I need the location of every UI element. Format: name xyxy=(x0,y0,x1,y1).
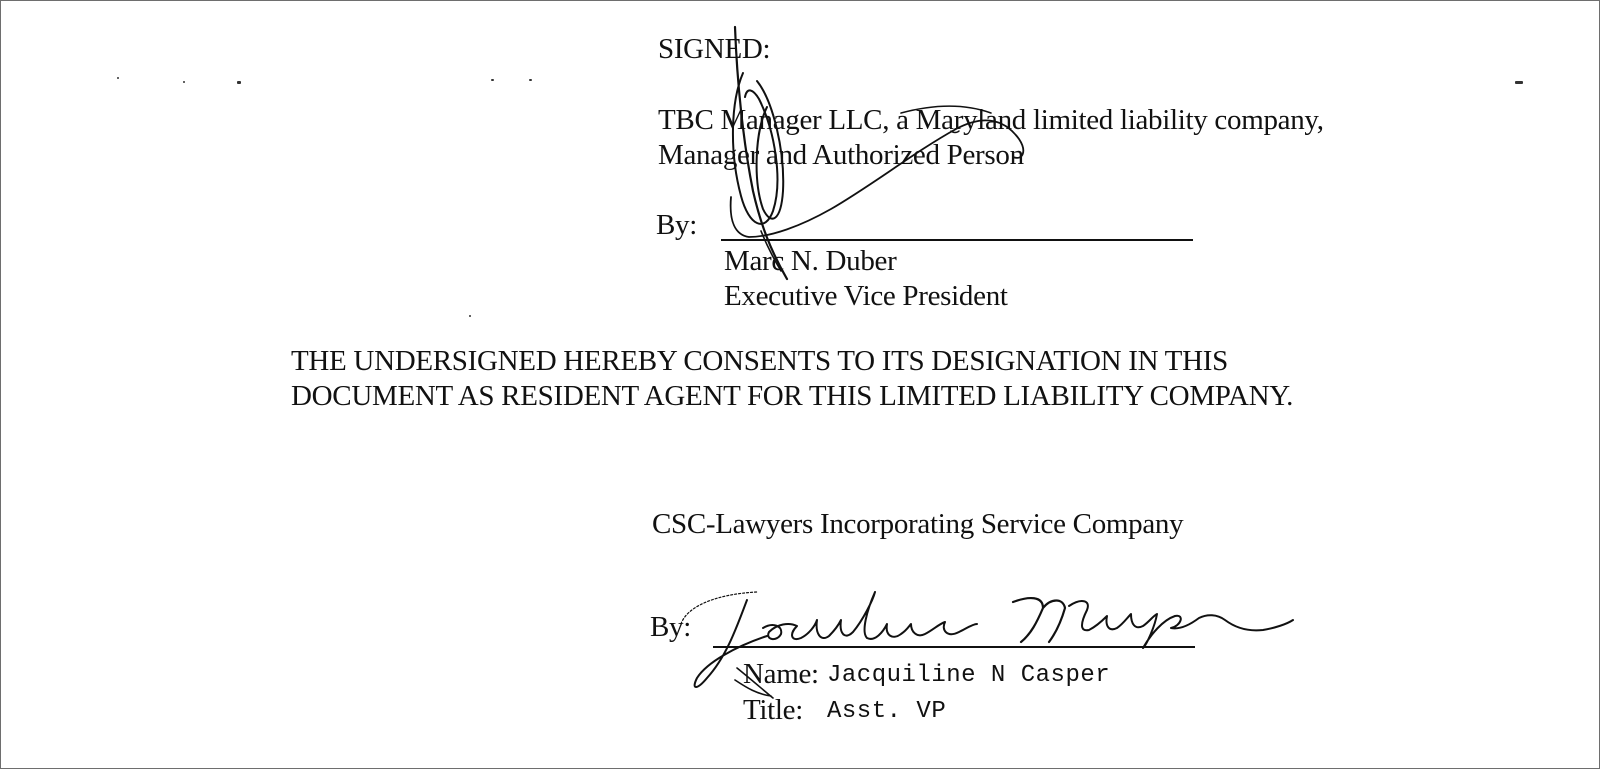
handwritten-signature xyxy=(677,586,1297,701)
scan-speck xyxy=(237,81,241,84)
agent-company: CSC-Lawyers Incorporating Service Company xyxy=(652,508,1184,540)
scan-speck xyxy=(491,79,494,81)
by-label: By: xyxy=(656,209,697,241)
scan-speck xyxy=(117,77,119,79)
consent-line-1: THE UNDERSIGNED HEREBY CONSENTS TO ITS DESIGNATION IN THIS xyxy=(291,345,1228,377)
handwritten-signature xyxy=(701,21,1061,281)
consent-line-2: DOCUMENT AS RESIDENT AGENT FOR THIS LIMITED LIABILITY COMPANY. xyxy=(291,380,1294,412)
scan-speck xyxy=(469,315,471,317)
signer-title: Executive Vice President xyxy=(724,280,1008,312)
agent-by-label: By: xyxy=(650,611,691,643)
name-label: Name: xyxy=(743,658,819,690)
name-value: Jacquiline N Casper xyxy=(827,662,1111,689)
signer-name: Marc N. Duber xyxy=(724,245,897,277)
company-line-1: TBC Manager LLC, a Maryland limited liability company, xyxy=(658,104,1324,136)
company-line-2: Manager and Authorized Person xyxy=(658,139,1024,171)
title-value: Asst. VP xyxy=(827,698,947,725)
scan-speck xyxy=(1515,81,1523,84)
scan-speck xyxy=(183,81,185,83)
title-label: Title: xyxy=(743,694,803,726)
scan-speck xyxy=(529,79,532,81)
signed-heading: SIGNED: xyxy=(658,33,771,65)
